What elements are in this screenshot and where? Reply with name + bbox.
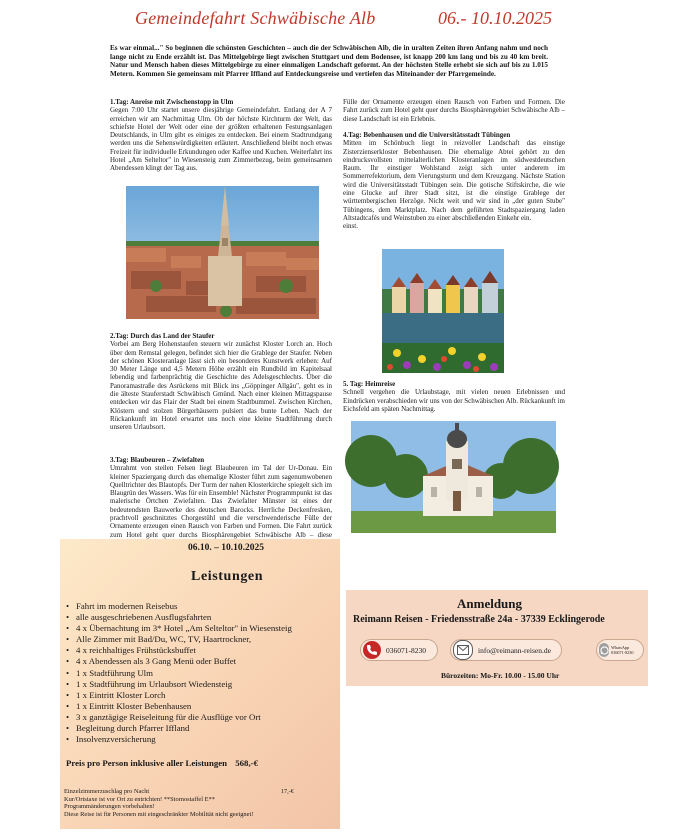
list-item: • alle ausgeschriebenen Ausflugsfahrten bbox=[64, 612, 334, 623]
leistungen-date: 06.10. – 10.10.2025 bbox=[188, 543, 264, 553]
ulm-minster-photo bbox=[126, 186, 319, 319]
trip-dates: 06.- 10.10.2025 bbox=[438, 8, 552, 28]
anmeldung-title: Anmeldung bbox=[457, 596, 523, 611]
whatsapp-contact[interactable] bbox=[596, 639, 644, 661]
day4-extra: einst. bbox=[343, 222, 358, 231]
day4-text: Mitten im Schönbuch liegt in reizvoller Landschaft das einstige Zisterzienserkloster Bebenhausen. Die ehemalige Abtei gehört zu den eindrucksvollsten mittelalterlichen Klosteranlagen im südwestdeutschen Raum. Ihr einstiger Wohlstand zeigt sich unter anderem im Sommerrefektorium, dem Vierungsturm und dem Kreuzgang. Nächste Station wird die Universitätsstadt Tübingen sein. Die gotische Stiftskirche, die wie eine Glucke auf ihrer Stadt sitzt, ist die einstige Grablege der württembergischen Herzöge. Nicht weit und wir sind in „der guten Stube" Tübingens, dem Marktplatz. Nach dem geführten Stadtspaziergang laden Altstadtcafés und Weinstuben zu einer abschließenden Einkehr ein. bbox=[343, 139, 565, 222]
church-photo bbox=[351, 421, 556, 533]
email-address: info@reimann-reisen.de bbox=[478, 645, 551, 655]
list-item: • 1 x Stadtführung im Urlaubsort Wiedensteig bbox=[64, 679, 334, 690]
list-item: • 1 x Eintritt Kloster Bebenhausen bbox=[64, 701, 334, 712]
day3-section bbox=[110, 456, 332, 538]
day2-section bbox=[110, 332, 332, 432]
notes-block bbox=[64, 788, 334, 818]
price-line bbox=[66, 758, 258, 768]
email-contact[interactable] bbox=[450, 639, 562, 661]
leistungen-title: Leistungen bbox=[191, 569, 264, 584]
list-item: • Alle Zimmer mit Bad/Du, WC, TV, Haartrockner, bbox=[64, 634, 334, 645]
intro-text: Es war einmal..." So beginnen die schönsten Geschichten – auch die der Schwäbischen Alb, die in uralten Zeiten ihren Anfang nahm und noch lange nicht zu Ende erzählt ist. Das Mittelgebirge liegt zwischen Stuttgart und dem Bodensee, ist knapp 200 km lang und bis zu 40 km breit. Natur und Mensch haben dieses Mittelgebirge zu einer einmaligen Landschaft geformt. An der höchsten Stelle erhebt sie sich auf bis zu 1.015 Metern. Kommen Sie gemeinsam mit Pfarrer Iffland auf Entdeckungsreise und vertiefen das Miteinander der Pfarrgemeinde. bbox=[110, 44, 548, 78]
list-item: • 3 x ganztägige Reiseleitung für die Ausflüge vor Ort bbox=[64, 712, 334, 723]
note-line: Diese Reise ist für Personen mit eingeschränkter Mobilität nicht geeignet! bbox=[64, 810, 254, 818]
price-label: Preis pro Person inklusive aller Leistungen bbox=[66, 758, 228, 768]
phone-contact[interactable] bbox=[360, 639, 438, 661]
leistungen-list bbox=[64, 601, 334, 745]
tuebingen-photo bbox=[382, 249, 504, 373]
list-item: • Fahrt im modernen Reisebus bbox=[64, 601, 334, 612]
phone-number: 036071-8230 bbox=[386, 645, 426, 655]
day4-heading: 4.Tag: Bebenhausen und die Universitätsstadt Tübingen bbox=[343, 131, 511, 139]
email-icon bbox=[453, 640, 473, 660]
note-line: Kur/Ortstaxe ist vor Ort zu entrichten! **Stornostaffel E** bbox=[64, 795, 215, 803]
day5-heading: 5. Tag: Heimreise bbox=[343, 380, 396, 388]
surcharge-label: Einzelzimmerzuschlag pro Nacht bbox=[64, 788, 150, 795]
surcharge-line bbox=[64, 788, 334, 796]
list-item: • 4 x Abendessen als 3 Gang Menü oder Buffet bbox=[64, 656, 334, 667]
day4-section bbox=[343, 98, 565, 231]
office-hours: Bürozeiten: Mo-Fr. 10.00 - 15.00 Uhr bbox=[441, 671, 560, 680]
day1-heading: 1.Tag: Anreise mit Zwischenstopp in Ulm bbox=[110, 98, 234, 106]
list-item: • 4 x reichhaltiges Frühstücksbuffet bbox=[64, 645, 334, 656]
day2-heading: 2.Tag: Durch das Land der Staufer bbox=[110, 332, 215, 340]
day2-text: Vorbei am Berg Hohenstaufen steuern wir zunächst Kloster Lorch an. Hoch über dem Remstal gelegen, befindet sich hier die Grablege der Staufer. Neben der schönen Klosteranlage lässt sich ein besonderes Kunstwerk erleben: Auf 30 Meter Länge und 4,5 Metern Höhe erzählt ein Rundbild im Kapitelsaal lebendig und farbenprächtig die Geschichte des Adelsgeschlechts. Über die Panoramastraße des Asrückens mit Blick ins „Göppinger Allgäu", geht es in die älteste Stauferstadt Schwäbisch Gmünd. Nach einer kleinen Mittagspause entdecken wir das Flair der Stadt bei einem Stadtbummel. Zwischen Kirchen, Klöstern und stolzen Bürgerhäusern pulsiert das bunte Leben. Nach der Rückankunft im Hotel erwartet uns noch eine kleine Stadtführung durch unseren Urlaubsort. bbox=[110, 340, 332, 432]
whatsapp-icon bbox=[599, 643, 609, 657]
whatsapp-number: WhatsApp 036071-8230 bbox=[611, 645, 634, 655]
anmeldung-address: Reimann Reisen - Friedensstraße 24a - 37339 Ecklingerode bbox=[353, 614, 605, 625]
day5-text: Schnell vergehen die Urlaubstage, mit vielen neuen Erlebnissen und Eindrücken verabschieden wir uns von der Schwäbischen Alb. Rückankunft im Eichsfeld am späten Nachmittag. bbox=[343, 388, 566, 413]
price-value: 568,-€ bbox=[235, 758, 258, 768]
list-item: • 1 x Eintritt Kloster Lorch bbox=[64, 690, 334, 701]
list-item: • 4 x Übernachtung im 3* Hotel „Am Selteltor" in Wiesensteig bbox=[64, 623, 334, 634]
note-line: Programmänderungen vorbehalten! bbox=[64, 803, 155, 811]
list-item: • 1 x Stadtführung Ulm bbox=[64, 668, 334, 679]
phone-icon bbox=[363, 641, 381, 659]
day3-continuation: Fülle der Ornamente erzeugen einen Rausch von Farben und Formen. Die Fahrt zurück zum Hotel geht quer durchs Biosphärengebiet Schwäbische Alb – diese Landschaft ist ein Erlebnis. bbox=[343, 98, 565, 123]
day1-text: Gegen 7:00 Uhr startet unsere diesjährige Gemeindefahrt. Entlang der A 7 erreichen wir am Nachmittag Ulm. Ob der höchste Kirchturm der Welt, das schiefste Hotel der Welt oder eine der größten erhaltenen Festungsanlagen Deutschlands, in Ulm gibt es einiges zu entdecken. Bei einem Stadtrundgang werden uns die Sehenswürdigkeiten erläutert. Anschließend bleibt noch etwas Freizeit für individuelle Erkundungen oder Kaffee und Kuchen. Weiterfahrt ins Hotel „Am Selteltor" in Wiesensteig zum Zimmerbezug, beim gemeinsamen Abendessen klingt der Tag aus. bbox=[110, 106, 332, 173]
page-title: Gemeindefahrt Schwäbische Alb bbox=[135, 8, 376, 28]
day3-heading: 3.Tag: Blaubeuren – Zwiefalten bbox=[110, 456, 205, 464]
day3-text: Umrahmt von steilen Felsen liegt Blaubeuren im Tal der Ur-Donau. Ein kleiner Spaziergang durch das ehemalige Kloster führt zum sagenumwobenen Quelltrichter des Blautopfs. Der Turm der nahen Klosterkirche spiegelt sich im Blaugrün des Wassers. Was für ein Ensemble! Nächster Programmpunkt ist das malerische Örtchen Zwiefalten. Das Zwiefalter Münster ist eines der bedeutendsten Bauwerke des deutschen Barocks. Herrliche Deckenfresken, prachtvoll geschnitztes Chorgestühl und die verschwenderische Fülle der Ornamente erzeugen einen Rausch von Farben und Formen. Die Fahrt zurück zum Hotel geht quer durchs Biosphärengebiet Schwäbische Alb – diese bbox=[110, 464, 332, 539]
day1-section bbox=[110, 98, 332, 173]
list-item: • Begleitung durch Pfarrer Iffland bbox=[64, 723, 334, 734]
surcharge-value: 17,-€ bbox=[280, 788, 294, 795]
day5-section bbox=[343, 380, 565, 413]
list-item: • Insolvenzversicherung bbox=[64, 734, 334, 745]
